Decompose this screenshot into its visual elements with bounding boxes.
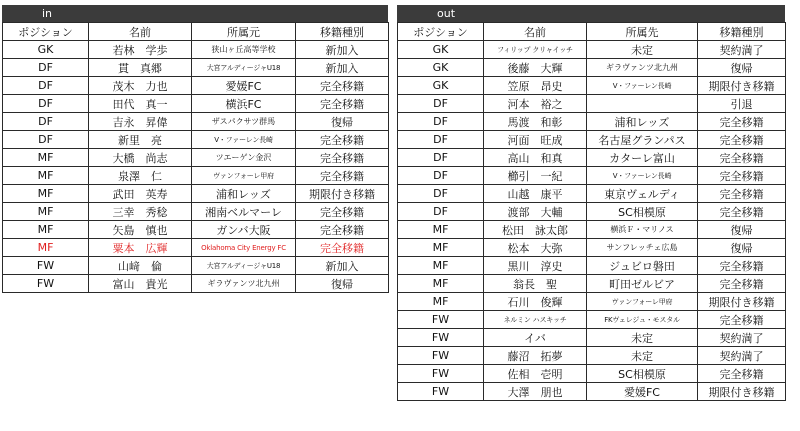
- club-cell: ガンバ大阪: [192, 221, 296, 239]
- table-row: [3, 167, 389, 185]
- header-row: [398, 23, 786, 41]
- table-row: [3, 149, 389, 167]
- position-cell: MF: [3, 167, 89, 185]
- player-name-cell: フィリップ クリャイッチ: [484, 41, 587, 59]
- position-cell: MF: [398, 221, 484, 239]
- table-row: [398, 113, 786, 131]
- club-cell: 町田ゼルビア: [587, 275, 698, 293]
- position-cell: MF: [3, 221, 89, 239]
- position-cell: MF: [3, 203, 89, 221]
- player-name-cell: ネルミン ハスキッチ: [484, 311, 587, 329]
- club-cell: 狭山ヶ丘高等学校: [192, 41, 296, 59]
- player-name-cell: 佐相 壱明: [484, 365, 587, 383]
- position-cell: GK: [3, 41, 89, 59]
- player-name-cell: イバ: [484, 329, 587, 347]
- player-name-cell: 武田 英寿: [89, 185, 192, 203]
- player-name-cell: 若林 学歩: [89, 41, 192, 59]
- table-row: [398, 347, 786, 365]
- transfer-type-cell: 完全移籍: [698, 311, 786, 329]
- position-cell: FW: [398, 365, 484, 383]
- table-row: [398, 329, 786, 347]
- header-club-from: 所属元: [192, 23, 296, 41]
- player-name-cell: 大澤 朋也: [484, 383, 587, 401]
- header-position: ポジション: [3, 23, 89, 41]
- transfers-out-panel: [397, 5, 785, 401]
- club-cell: V・ファーレン長崎: [587, 77, 698, 95]
- transfer-type-cell: 契約満了: [698, 347, 786, 365]
- player-name-cell: 松田 詠太郎: [484, 221, 587, 239]
- player-name-cell: 貫 真郷: [89, 59, 192, 77]
- player-name-cell: 藤沼 拓夢: [484, 347, 587, 365]
- position-cell: FW: [398, 329, 484, 347]
- table-row: [398, 41, 786, 59]
- table-row: [3, 203, 389, 221]
- transfer-type-cell: 完全移籍: [296, 149, 389, 167]
- table-row: [398, 365, 786, 383]
- table-row: [3, 131, 389, 149]
- player-name-cell: 翁長 聖: [484, 275, 587, 293]
- club-cell: SC相模原: [587, 365, 698, 383]
- player-name-cell: 黒川 淳史: [484, 257, 587, 275]
- player-name-cell: 後藤 大輝: [484, 59, 587, 77]
- player-name-cell: 櫛引 一紀: [484, 167, 587, 185]
- transfers-in-title: in: [2, 5, 388, 22]
- club-cell: 浦和レッズ: [192, 185, 296, 203]
- club-cell: 愛媛FC: [192, 77, 296, 95]
- transfer-type-cell: 完全移籍: [698, 167, 786, 185]
- transfer-type-cell: 完全移籍: [296, 221, 389, 239]
- transfer-type-cell: 完全移籍: [296, 167, 389, 185]
- player-name-cell: 大橋 尚志: [89, 149, 192, 167]
- club-cell: 横浜FC: [192, 95, 296, 113]
- position-cell: MF: [398, 257, 484, 275]
- player-name-cell: 田代 真一: [89, 95, 192, 113]
- transfer-type-cell: 完全移籍: [296, 203, 389, 221]
- club-cell: V・ファーレン長崎: [192, 131, 296, 149]
- position-cell: MF: [398, 239, 484, 257]
- position-cell: FW: [3, 275, 89, 293]
- club-cell: 浦和レッズ: [587, 113, 698, 131]
- player-name-cell: 松本 大弥: [484, 239, 587, 257]
- player-name-cell: 山﨑 倫: [89, 257, 192, 275]
- club-cell: V・ファーレン長崎: [587, 167, 698, 185]
- position-cell: GK: [398, 77, 484, 95]
- table-row: [3, 59, 389, 77]
- player-name-cell: 馬渡 和彰: [484, 113, 587, 131]
- transfer-type-cell: 復帰: [698, 59, 786, 77]
- position-cell: MF: [3, 149, 89, 167]
- position-cell: FW: [3, 257, 89, 275]
- table-row: [398, 311, 786, 329]
- player-name-cell: 粟本 広輝: [89, 239, 192, 257]
- player-name-cell: 山越 康平: [484, 185, 587, 203]
- position-cell: MF: [398, 275, 484, 293]
- position-cell: DF: [3, 113, 89, 131]
- table-row: [398, 95, 786, 113]
- transfer-type-cell: 期限付き移籍: [698, 77, 786, 95]
- position-cell: FW: [398, 311, 484, 329]
- header-position: ポジション: [398, 23, 484, 41]
- club-cell: ギラヴァンツ北九州: [192, 275, 296, 293]
- transfer-type-cell: 完全移籍: [698, 257, 786, 275]
- transfers-out-title: out: [397, 5, 785, 22]
- club-cell: ヴァンフォーレ甲府: [587, 293, 698, 311]
- table-row: [3, 275, 389, 293]
- table-row: [3, 185, 389, 203]
- player-name-cell: 河面 旺成: [484, 131, 587, 149]
- table-row: [398, 59, 786, 77]
- table-row: [398, 275, 786, 293]
- position-cell: MF: [398, 293, 484, 311]
- table-row-highlighted: [3, 239, 389, 257]
- club-cell: Oklahoma City Energy FC: [192, 239, 296, 257]
- club-cell: 未定: [587, 41, 698, 59]
- position-cell: MF: [3, 239, 89, 257]
- transfer-type-cell: 完全移籍: [296, 95, 389, 113]
- position-cell: MF: [3, 185, 89, 203]
- club-cell: カターレ富山: [587, 149, 698, 167]
- club-cell: SC相模原: [587, 203, 698, 221]
- header-club-to: 所属先: [587, 23, 698, 41]
- club-cell: 愛媛FC: [587, 383, 698, 401]
- transfer-type-cell: 完全移籍: [296, 77, 389, 95]
- position-cell: DF: [3, 77, 89, 95]
- transfer-type-cell: 復帰: [296, 275, 389, 293]
- transfer-type-cell: 復帰: [698, 221, 786, 239]
- transfers-in-panel: [2, 5, 388, 293]
- header-transfer-type: 移籍種別: [698, 23, 786, 41]
- transfer-type-cell: 期限付き移籍: [296, 185, 389, 203]
- club-cell: 大宮アルディージャU18: [192, 59, 296, 77]
- transfer-type-cell: 完全移籍: [698, 113, 786, 131]
- club-cell: 未定: [587, 347, 698, 365]
- player-name-cell: 河本 裕之: [484, 95, 587, 113]
- table-row: [398, 185, 786, 203]
- transfer-type-cell: 新加入: [296, 41, 389, 59]
- header-name: 名前: [89, 23, 192, 41]
- player-name-cell: 泉澤 仁: [89, 167, 192, 185]
- transfer-type-cell: 復帰: [296, 113, 389, 131]
- position-cell: DF: [3, 95, 89, 113]
- table-row: [398, 293, 786, 311]
- club-cell: FKヴェレジュ・モスタル: [587, 311, 698, 329]
- position-cell: FW: [398, 383, 484, 401]
- transfers-in-table: [2, 22, 389, 293]
- transfer-type-cell: 完全移籍: [698, 131, 786, 149]
- table-row: [3, 41, 389, 59]
- club-cell: ヴァンフォーレ甲府: [192, 167, 296, 185]
- club-cell: サンフレッチェ広島: [587, 239, 698, 257]
- transfer-type-cell: 期限付き移籍: [698, 383, 786, 401]
- transfer-type-cell: 完全移籍: [698, 185, 786, 203]
- table-row: [398, 131, 786, 149]
- club-cell: [587, 95, 698, 113]
- club-cell: 未定: [587, 329, 698, 347]
- transfer-type-cell: 契約満了: [698, 329, 786, 347]
- transfer-type-cell: 新加入: [296, 59, 389, 77]
- position-cell: DF: [398, 203, 484, 221]
- header-row: [3, 23, 389, 41]
- table-row: [398, 257, 786, 275]
- player-name-cell: 新里 亮: [89, 131, 192, 149]
- player-name-cell: 渡部 大輔: [484, 203, 587, 221]
- club-cell: 横浜Ｆ・マリノス: [587, 221, 698, 239]
- table-row: [398, 77, 786, 95]
- transfers-out-table: [397, 22, 786, 401]
- table-row: [3, 95, 389, 113]
- transfer-type-cell: 完全移籍: [698, 203, 786, 221]
- club-cell: 東京ヴェルディ: [587, 185, 698, 203]
- player-name-cell: 富山 貴光: [89, 275, 192, 293]
- position-cell: DF: [398, 131, 484, 149]
- table-row: [3, 221, 389, 239]
- transfer-type-cell: 復帰: [698, 239, 786, 257]
- player-name-cell: 矢島 慎也: [89, 221, 192, 239]
- header-name: 名前: [484, 23, 587, 41]
- table-row: [398, 203, 786, 221]
- position-cell: FW: [398, 347, 484, 365]
- transfer-type-cell: 完全移籍: [698, 365, 786, 383]
- transfer-type-cell: 期限付き移籍: [698, 293, 786, 311]
- transfer-type-cell: 契約満了: [698, 41, 786, 59]
- club-cell: 名古屋グランパス: [587, 131, 698, 149]
- table-row: [398, 383, 786, 401]
- table-row: [3, 257, 389, 275]
- player-name-cell: 吉永 昇偉: [89, 113, 192, 131]
- table-row: [398, 149, 786, 167]
- table-row: [398, 221, 786, 239]
- table-row: [398, 239, 786, 257]
- position-cell: DF: [398, 167, 484, 185]
- table-row: [3, 77, 389, 95]
- transfer-type-cell: 完全移籍: [296, 131, 389, 149]
- club-cell: ジュビロ磐田: [587, 257, 698, 275]
- club-cell: ザスパクサツ群馬: [192, 113, 296, 131]
- position-cell: DF: [398, 95, 484, 113]
- table-row: [3, 113, 389, 131]
- club-cell: 大宮アルディージャU18: [192, 257, 296, 275]
- transfer-type-cell: 完全移籍: [698, 275, 786, 293]
- player-name-cell: 茂木 力也: [89, 77, 192, 95]
- position-cell: GK: [398, 59, 484, 77]
- player-name-cell: 高山 和真: [484, 149, 587, 167]
- header-transfer-type: 移籍種別: [296, 23, 389, 41]
- table-row: [398, 167, 786, 185]
- club-cell: ツエーゲン金沢: [192, 149, 296, 167]
- club-cell: ギラヴァンツ北九州: [587, 59, 698, 77]
- transfer-type-cell: 新加入: [296, 257, 389, 275]
- transfer-type-cell: 完全移籍: [296, 239, 389, 257]
- position-cell: DF: [3, 59, 89, 77]
- position-cell: GK: [398, 41, 484, 59]
- player-name-cell: 笠原 昂史: [484, 77, 587, 95]
- transfer-type-cell: 完全移籍: [698, 149, 786, 167]
- position-cell: DF: [398, 185, 484, 203]
- player-name-cell: 石川 俊輝: [484, 293, 587, 311]
- player-name-cell: 三幸 秀稔: [89, 203, 192, 221]
- position-cell: DF: [398, 113, 484, 131]
- position-cell: DF: [398, 149, 484, 167]
- transfer-type-cell: 引退: [698, 95, 786, 113]
- club-cell: 湘南ベルマーレ: [192, 203, 296, 221]
- position-cell: DF: [3, 131, 89, 149]
